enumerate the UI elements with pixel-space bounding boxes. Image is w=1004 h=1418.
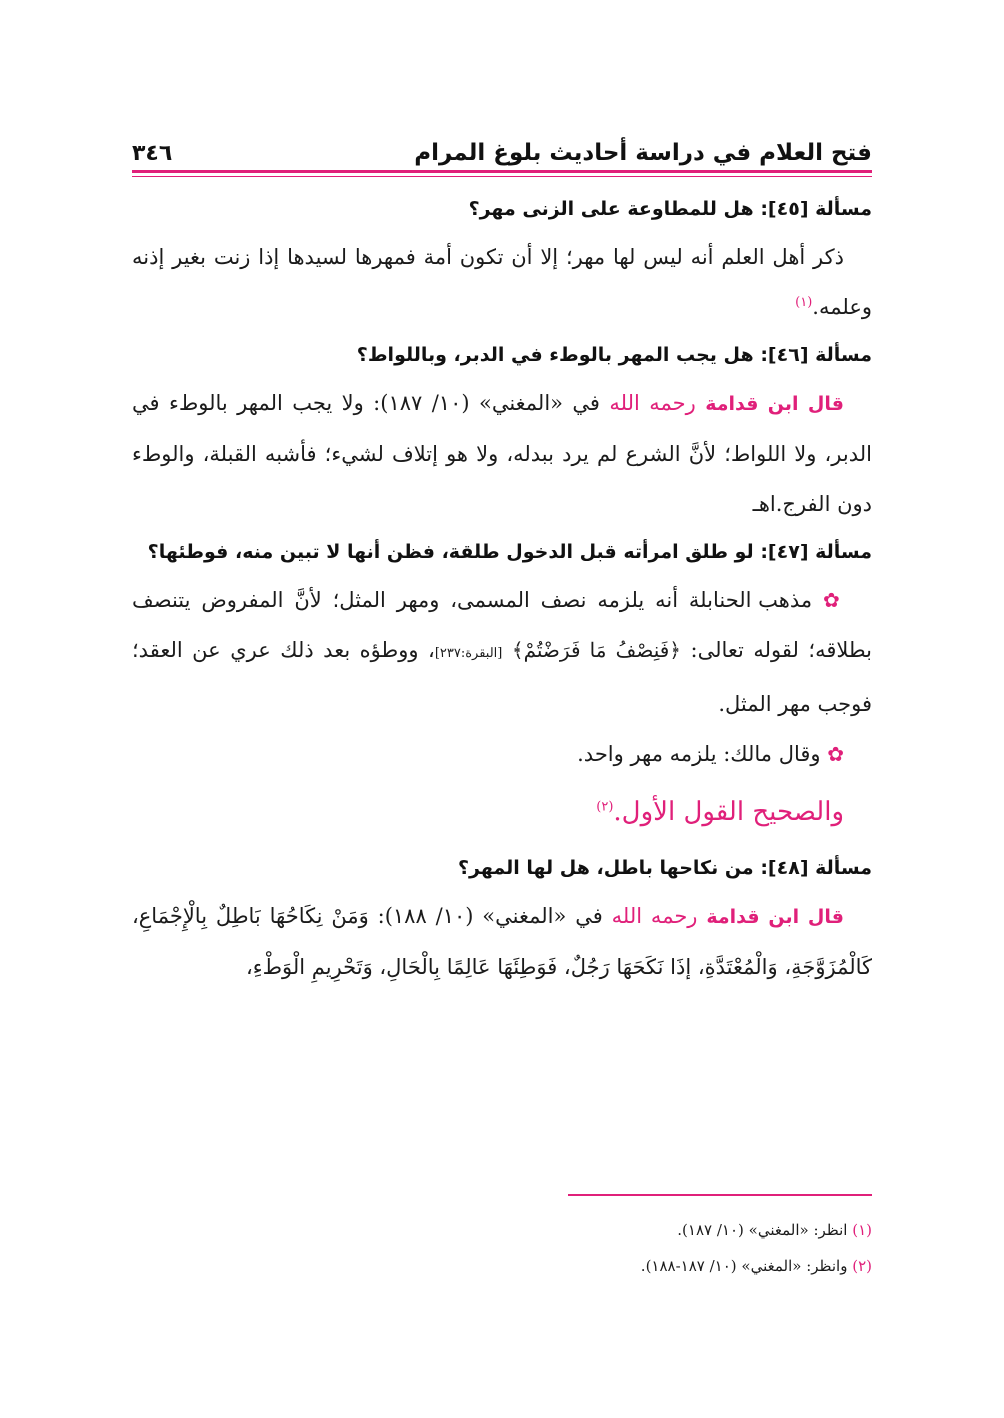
question-47-opinion-2 [132,729,872,779]
footnote-1 [132,1212,872,1248]
answer-text: في «المغني» (١٠/ ١٨٧): ولا يجب المهر بالوطء في الدبر، ولا اللواط؛ لأنَّ الشرع لم يرد ببدله، ولا هو إتلاف لشيء؛ فأشبه القبلة، والوطء دون الفرج.اهـ [132,391,872,516]
question-text: هل للمطاوعة على الزنى مهر؟ [468,198,754,220]
footnote-separator [568,1194,872,1196]
footnote-text: وانظر: «المغني» (١٠/ ١٨٧-١٨٨). [640,1257,848,1275]
question-45-heading [132,186,872,232]
question-text: لو طلق امرأته قبل الدخول طلقة، فظن أنها لا تبين منه، فوطئها؟ [147,541,754,563]
question-48-answer [132,891,872,992]
question-47-heading [132,529,872,575]
footnote-ref-2[interactable]: (٢) [596,799,614,815]
question-47-opinion-1 [132,575,872,729]
opinion-text-a: مذهب الحنابلة أنه يلزمه نصف المسمى، ومهر المثل؛ لأنَّ المفروض يتنصف بطلاقه؛ لقوله تعالى: [132,588,872,662]
quran-reference: [البقرة:٢٣٧] [434,646,503,661]
question-47-conclusion [132,779,872,845]
flower-bullet-icon: ✿ [827,742,844,766]
question-label: مسألة [٤٥]: [760,198,872,220]
answer-text: في «المغني» (١٠/ ١٨٨): وَمَنْ نِكَاحُهَا بَاطِلٌ بِالْإِجْمَاعِ، كَالْمُزَوَّجَةِ، وَالْمُعْتَدَّةِ، إذَا نَكَحَهَا رَجُلٌ، فَوَطِئَهَا عَالِمًا بِالْحَالِ، وَتَحْرِيمِ الْوَطْءِ، [132,904,872,979]
question-46-answer [132,378,872,529]
flower-bullet-icon: ✿ [823,588,844,612]
footnote-marker: (١) [852,1221,872,1239]
opinion-text-b: ، ووطؤه بعد ذلك عري عن العقد؛ فوجب مهر المثل. [132,638,872,716]
footnotes [132,1212,872,1284]
opinion-text: وقال مالك: يلزمه مهر واحد. [577,742,821,766]
question-46-heading [132,332,872,378]
page-number: ٣٤٦ [132,141,173,166]
question-48-heading [132,845,872,891]
scholar-name: قال ابن قدامة [706,906,844,928]
question-label: مسألة [٤٧]: [760,541,872,563]
quran-verse: ﴿فَنِصْفُ مَا فَرَضْتُمْ﴾ [511,638,682,662]
honorific: رحمه الله [611,904,698,928]
question-label: مسألة [٤٦]: [760,344,872,366]
footnote-text: انظر: «المغني» (١٠/ ١٨٧). [677,1221,848,1239]
conclusion-text: والصحيح القول الأول. [613,797,844,827]
header-rule-thick [132,170,872,173]
page-body [132,186,872,992]
book-title: فتح العلام في دراسة أحاديث بلوغ المرام [414,140,872,166]
question-text: هل يجب المهر بالوطء في الدبر، وباللواط؟ [356,344,754,366]
question-45-answer [132,232,872,332]
footnote-2 [132,1248,872,1284]
header-rule-thin [132,176,872,177]
footnote-ref-1[interactable]: (١) [795,295,813,310]
question-text: من نكاحها باطل، هل لها المهر؟ [458,857,754,879]
scholar-name: قال ابن قدامة [705,393,844,415]
answer-text: ذكر أهل العلم أنه ليس لها مهر؛ إلا أن تكون أمة فمهرها لسيدها إذا زنت بغير إذنه وعلمه. [132,245,872,319]
footnote-marker: (٢) [852,1257,872,1275]
question-label: مسألة [٤٨]: [760,857,872,879]
running-header [132,118,872,166]
honorific: رحمه الله [609,391,696,415]
